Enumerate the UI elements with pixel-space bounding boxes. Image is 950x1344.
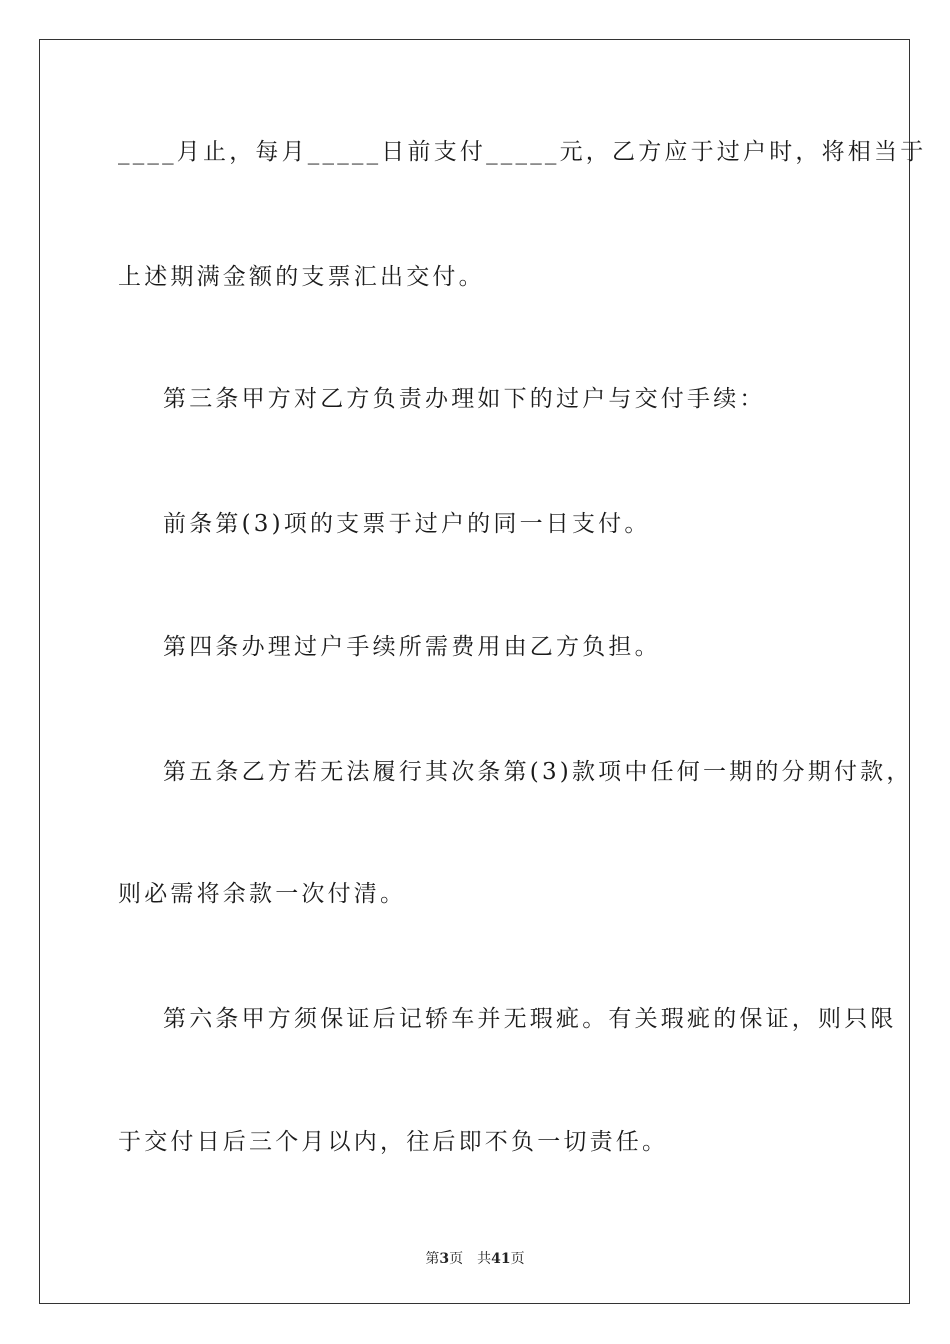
paragraph-line-1: ____月止，每月_____日前支付_____元，乙方应于过户时，将相当于 [118,139,927,165]
article-3-line: 第三条甲方对乙方负责办理如下的过户与交付手续： [163,386,766,412]
article-5-line: 第五条乙方若无法履行其次条第(3)款项中任何一期的分期付款， [163,759,913,785]
page-footer [0,1248,950,1268]
total-pages: 41 [491,1251,511,1267]
paragraph-line-9: 于交付日后三个月以内，往后即不负一切责任。 [118,1129,669,1155]
page-suffix: 页 [449,1251,464,1267]
paragraph-line-2: 上述期满金额的支票汇出交付。 [118,264,485,290]
article-6-line: 第六条甲方须保证后记轿车并无瑕疵。有关瑕疵的保证，则只限 [163,1006,897,1032]
paragraph-line-7: 则必需将余款一次付清。 [118,881,407,907]
total-prefix: 共 [477,1251,492,1267]
paragraph-line-4: 前条第(3)项的支票于过户的同一日支付。 [163,511,651,537]
page-border [39,39,910,1304]
page-number: 3 [439,1251,450,1267]
article-4-line: 第四条办理过户手续所需费用由乙方负担。 [163,634,661,660]
page-prefix: 第 [425,1251,440,1267]
total-suffix: 页 [510,1251,525,1267]
